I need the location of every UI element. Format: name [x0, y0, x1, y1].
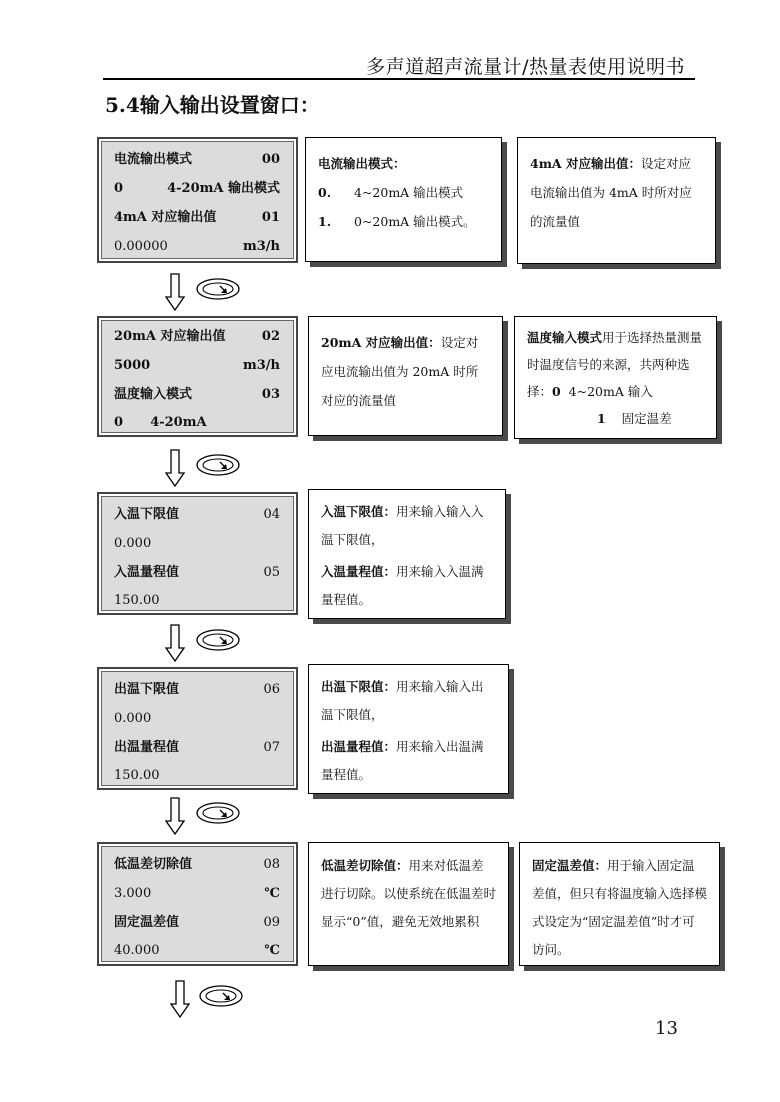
lcd-label: 入温下限值 [114, 507, 180, 522]
note-inlet-temperature [308, 489, 506, 619]
lcd-code: 08 [263, 857, 280, 872]
note-20ma-output [308, 316, 503, 436]
lcd-unit: 4-20mA 输出模式 [167, 181, 280, 196]
lcd-code: 06 [263, 682, 280, 697]
lcd-value: 0.000 [114, 536, 152, 551]
lcd-code: 00 [261, 152, 280, 167]
note-text: 用来输入入温满量程值。 [321, 564, 484, 607]
lcd-window-5 [97, 842, 298, 966]
lcd-window-3 [97, 492, 298, 615]
lcd-label: 出温量程值 [114, 740, 180, 755]
lcd-code: 02 [261, 329, 280, 344]
lcd-value: 0 4-20mA [114, 415, 207, 430]
lcd-label: 20mA 对应输出值 [114, 329, 226, 344]
down-arrow-icon [165, 449, 185, 487]
lcd-unit: ℃ [264, 886, 280, 901]
lcd-label: 温度输入模式 [114, 387, 193, 402]
lcd-value: 0.00000 [114, 239, 168, 254]
note-text: 用来输入输入出温下限值， [321, 679, 484, 722]
lcd-code: 07 [263, 740, 280, 755]
note-temperature-input-mode [514, 316, 717, 439]
lcd-window-4 [97, 667, 298, 790]
knob-key-icon [195, 277, 241, 301]
down-arrow-icon [170, 980, 190, 1018]
note-title: 入温量程值： [321, 564, 397, 579]
note-fixed-temp-diff [519, 842, 720, 966]
down-arrow-icon [165, 624, 185, 662]
knob-key-icon [195, 801, 241, 825]
knob-key-icon [198, 984, 244, 1008]
lcd-unit: ℃ [264, 943, 280, 958]
note-current-output-mode [305, 137, 502, 262]
lcd-value: 150.00 [114, 768, 160, 783]
lcd-label: 入温量程值 [114, 565, 180, 580]
down-arrow-icon [165, 797, 185, 835]
note-title: 固定温差值： [532, 858, 608, 873]
note-title: 温度输入模式 [527, 330, 603, 345]
lcd-value: 5000 [114, 358, 151, 373]
lcd-label: 电流输出模式 [114, 152, 193, 167]
option-key: 0 [552, 384, 561, 399]
note-4ma-output [517, 137, 716, 264]
note-outlet-temperature [308, 664, 509, 794]
option-text: 4~20mA 输出模式 [354, 185, 464, 200]
note-title: 出温下限值： [321, 679, 397, 694]
option-key: 1. [318, 214, 332, 229]
lcd-value: 0.000 [114, 711, 152, 726]
section-title: 5.4输入输出设置窗口： [105, 93, 320, 117]
note-title: 低温差切除值： [321, 858, 409, 873]
lcd-label: 出温下限值 [114, 682, 180, 697]
lcd-code: 04 [263, 507, 280, 522]
lcd-value: 3.000 [114, 886, 152, 901]
lcd-code: 01 [261, 210, 280, 225]
note-text: 用来对低温差进行切除。以使系统在低温差时显示“0”值，避免无效地累积 [321, 858, 497, 929]
option-text: 固定温差 [621, 411, 672, 426]
note-text: 设定对应电流输出值为 4mA 时所对应的流量值 [530, 156, 692, 229]
note-text: 用于选择热量测量时温度信号的来源，共两种选择： [527, 330, 703, 399]
lcd-value: 40.000 [114, 943, 160, 958]
lcd-code: 03 [261, 387, 280, 402]
note-title: 电流输出模式： [318, 156, 406, 171]
note-text: 用来输入输入入温下限值， [321, 504, 484, 547]
lcd-code: 09 [263, 915, 280, 930]
page-number: 13 [655, 1018, 678, 1039]
note-title: 20mA 对应输出值： [321, 335, 441, 350]
option-key: 0. [318, 185, 332, 200]
note-text: 设定对应电流输出值为 20mA 时所对应的流量值 [321, 335, 479, 408]
header-rule [103, 78, 695, 80]
header-title: 多声道超声流量计/热量表使用说明书 [366, 56, 685, 78]
note-title: 入温下限值： [321, 504, 397, 519]
note-low-temp-diff-cutoff [308, 842, 509, 966]
note-text: 用来输入出温满量程值。 [321, 739, 484, 782]
lcd-label: 4mA 对应输出值 [114, 210, 217, 225]
lcd-label: 固定温差值 [114, 915, 180, 930]
note-title: 出温量程值： [321, 739, 397, 754]
option-text: 0~20mA 输出模式。 [354, 214, 476, 229]
lcd-unit: m3/h [242, 239, 280, 254]
lcd-unit: m3/h [242, 358, 280, 373]
option-text: 4~20mA 输入 [568, 384, 653, 399]
lcd-value: 150.00 [114, 593, 160, 608]
option-key: 1 [597, 411, 606, 426]
lcd-label: 低温差切除值 [114, 857, 193, 872]
down-arrow-icon [165, 273, 185, 311]
lcd-code: 05 [263, 565, 280, 580]
knob-key-icon [195, 453, 241, 477]
lcd-value: 0 [114, 181, 124, 196]
knob-key-icon [195, 628, 241, 652]
note-title: 4mA 对应输出值： [530, 156, 641, 171]
note-text: 用于输入固定温差值，但只有将温度输入选择模式设定为“固定温差值”时才可访问。 [532, 858, 708, 957]
lcd-window-2 [97, 316, 298, 437]
lcd-window-1 [97, 137, 298, 263]
